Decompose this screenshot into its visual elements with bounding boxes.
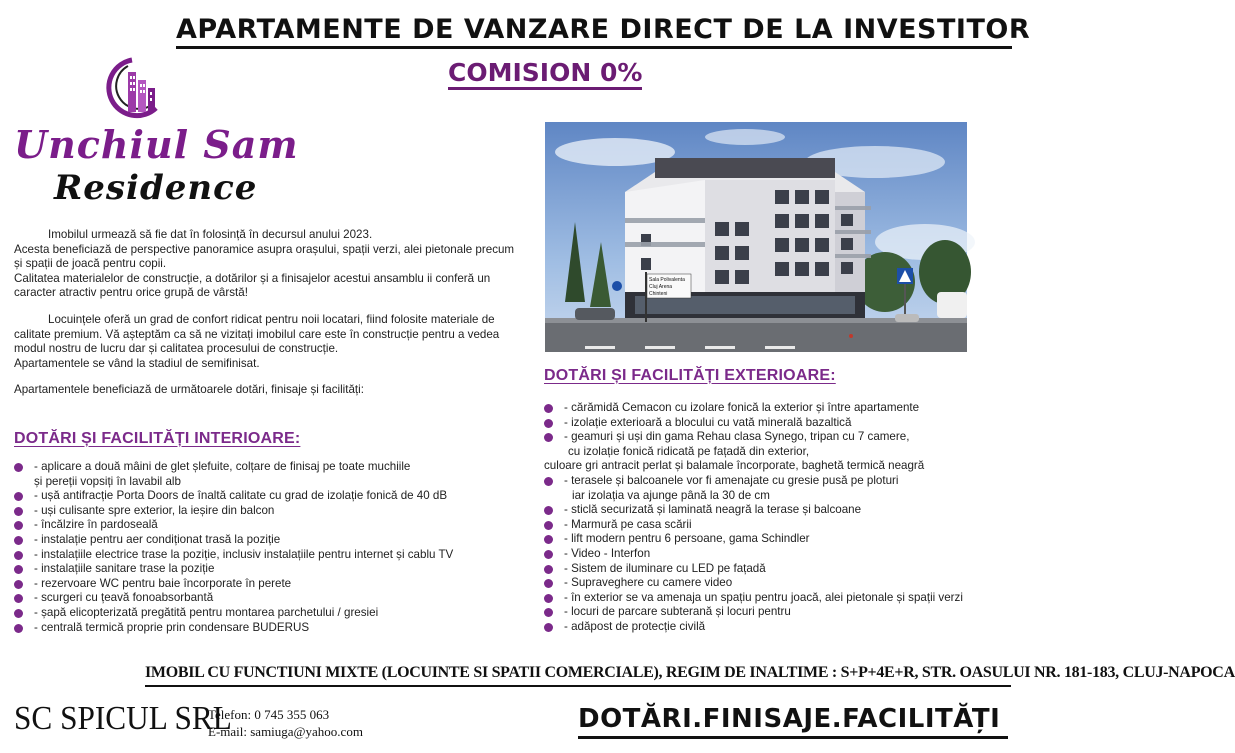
bullet-icon [544,535,553,544]
bullet-icon [544,579,553,588]
list-item: - încălzire în pardoseală [14,518,534,533]
bullet-icon [14,624,23,633]
bullet-icon [14,609,23,618]
list-item: - geamuri și uși din gama Rehau clasa Synego, tripan cu 7 camere, cu izolație fonică ridicată pe fațadă din exterior, culoare gri antracit perlat și balamale încorporate, baghetă termică neagră [544,430,925,473]
email-address[interactable]: E-mail: samiuga@yahoo.com [208,724,363,739]
bullet-icon [544,404,553,413]
intro-paragraph: Locuințele oferă un grad de confort ridicat pentru noii locatari, fiind folosite materiale de calitate premium. Vă așteptăm ca să ne vizitați imobilul care este în construcție pentru a vedea modul nostru de lucru dar și calitatea procesului de construcție. [14,312,500,356]
sign-text: Sala Polivalenta [649,277,685,283]
building-rendering [545,122,967,352]
bullet-icon [544,594,553,603]
building-image [545,122,967,352]
building-logo-icon [104,58,160,124]
bullet-icon [544,608,553,617]
list-item: - scurgeri cu țeavă fonoabsorbantă [14,591,534,606]
list-item: - instalațiile electrice trase la poziție, inclusiv instalațiile pentru internet și cablu TV [14,548,534,563]
phone-number[interactable]: Telefon: 0 745 355 063 [208,707,330,722]
interior-list [14,460,534,635]
bullet-icon [544,521,553,530]
list-item: - terasele și balcoanele vor fi amenajate cu gresie pusă pe ploturi iar izolația va ajunge până la 30 de cm [544,474,1014,503]
list-item: - Sistem de iluminare cu LED pe fațadă [544,562,1014,577]
brand-subtitle: Residence [54,168,258,208]
sign-text: Chinteni [649,291,668,297]
bullet-icon [544,565,553,574]
building-info: IMOBIL CU FUNCTIUNI MIXTE (LOCUINTE SI SPATII COMERCIALE), REGIM DE INALTIME : S+P+4E+R, STR. OASULUI NR. 181-183, CLUJ-NAPOCA [145,664,1011,687]
bullet-icon [14,594,23,603]
contact-info [208,706,363,740]
bullet-icon [14,565,23,574]
bullet-icon [14,507,23,516]
headline: APARTAMENTE DE VANZARE DIRECT DE LA INVESTITOR [176,14,1012,49]
list-item: - instalație pentru aer condiționat trasă la poziție [14,533,534,548]
bullet-icon [14,492,23,501]
bullet-icon [14,521,23,530]
exterior-section-title: DOTĂRI ȘI FACILITĂȚI EXTERIOARE: [544,367,836,384]
brand-name: Unchiul Sam [14,122,299,167]
bullet-icon [544,623,553,632]
intro-paragraph: Apartamentele beneficiază de următoarele dotări, finisaje și facilități: [14,383,364,397]
bullet-icon [14,551,23,560]
bullet-icon [544,419,553,428]
list-item: - adăpost de protecție civilă [544,620,1014,635]
bullet-icon [544,477,553,486]
list-item: - aplicare a două mâini de glet șlefuite, colțare de finisaj pe toate muchiile și pereții vopsiți în lavabil alb [14,460,534,489]
list-item: - sticlă securizată și laminată neagră la terase și balcoane [544,503,1014,518]
list-item: - instalațiile sanitare trase la poziție [14,562,534,577]
bullet-icon [14,580,23,589]
list-item: - Marmură pe casa scării [544,518,1014,533]
list-item: - Supraveghere cu camere video [544,576,1014,591]
list-item: - centrală termică proprie prin condensare BUDERUS [14,621,534,636]
list-item: - lift modern pentru 6 persoane, gama Schindler [544,532,1014,547]
list-item: - ușă antifracție Porta Doors de înaltă calitate cu grad de izolație fonică de 40 dB [14,489,534,504]
list-item: - rezervoare WC pentru baie încorporate în perete [14,577,534,592]
company-name: SC SPICUL SRL [14,700,232,737]
list-item: - cărămidă Cemacon cu izolare fonică la exterior și între apartamente [544,401,1014,416]
list-item: - în exterior se va amenaja un spațiu pentru joacă, alei pietonale și spații verzi [544,591,1014,606]
commission-badge: COMISION 0% [448,58,642,90]
bullet-icon [544,550,553,559]
intro-paragraph: Apartamentele se vând la stadiul de semifinisat. [14,356,260,370]
list-item: - uși culisante spre exterior, la ieșire din balcon [14,504,534,519]
bullet-icon [14,536,23,545]
exterior-list [544,401,1014,635]
bullet-icon [544,506,553,515]
bullet-icon [544,433,553,442]
interior-section-title: DOTĂRI ȘI FACILITĂȚI INTERIOARE: [14,430,301,447]
intro-paragraph: Acesta beneficiază de perspective panoramice asupra orașului, spații verzi, alei pietonale precum și spații de joacă pentru copii. [14,242,515,271]
list-item: - locuri de parcare subterană și locuri pentru [544,605,1014,620]
intro-paragraph: Imobilul urmează să fie dat în folosință în decursul anului 2023. [48,228,373,241]
intro-paragraph: Calitatea materialelor de construcție, a dotărilor și a finisajelor acestui ansamblu ii conferă un caracter atractiv pentru orice grupă de vârstă! [14,271,491,300]
list-item: - șapă elicopterizată pregătită pentru montarea parchetului / gresiei [14,606,534,621]
list-item: - Video - Interfon [544,547,1014,562]
list-item: - izolație exterioară a blocului cu vată minerală bazaltică [544,416,1014,431]
sign-text: Cluj Arena [649,284,673,290]
bullet-icon [14,463,23,472]
intro-text [14,228,524,398]
tagline: DOTĂRI.FINISAJE.FACILITĂȚI [578,702,1008,739]
